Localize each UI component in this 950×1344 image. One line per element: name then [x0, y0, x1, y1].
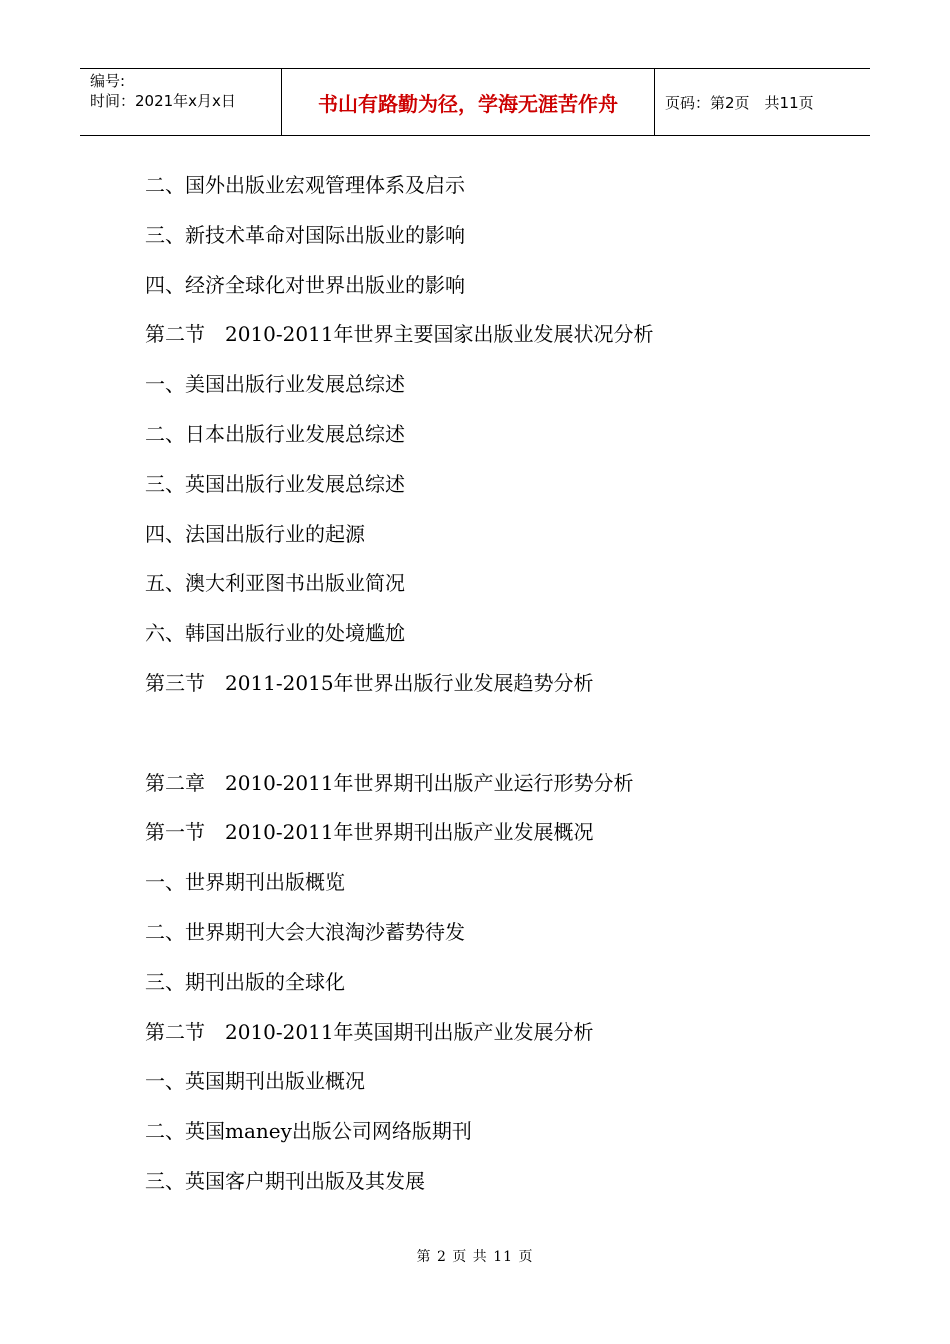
toc-item: 二、英国maney出版公司网络版期刊	[145, 1119, 472, 1144]
page-header	[80, 68, 870, 136]
document-date: 时间：2021年x月x日	[90, 92, 236, 110]
page-footer: 第 2 页 共 11 页	[416, 1249, 534, 1265]
toc-item: 三、英国出版行业发展总综述	[145, 471, 405, 496]
toc-item: 六、韩国出版行业的处境尴尬	[145, 621, 405, 646]
toc-item: 四、经济全球化对世界出版业的影响	[145, 272, 465, 297]
header-motto: 书山有路勤为径，学海无涯苦作舟	[282, 69, 655, 135]
header-page-info: 页码：第2页 共11页	[665, 93, 814, 112]
toc-item: 一、世界期刊出版概览	[145, 870, 345, 895]
document-number-label: 编号:	[90, 72, 126, 90]
toc-section: 第二节 2010-2011年英国期刊出版产业发展分析	[145, 1019, 594, 1044]
toc-item: 三、新技术革命对国际出版业的影响	[145, 222, 465, 247]
toc-spacer	[145, 713, 654, 763]
toc-item: 二、日本出版行业发展总综述	[145, 421, 405, 446]
toc-item: 三、期刊出版的全球化	[145, 969, 345, 994]
toc-item: 二、国外出版业宏观管理体系及启示	[145, 173, 465, 197]
table-of-contents	[145, 165, 654, 1211]
toc-section: 第三节 2011-2015年世界出版行业发展趋势分析	[145, 670, 594, 695]
header-meta	[80, 69, 282, 135]
toc-item: 一、英国期刊出版业概况	[145, 1069, 365, 1094]
toc-item: 五、澳大利亚图书出版业简况	[145, 571, 405, 596]
toc-item: 二、世界期刊大会大浪淘沙蓄势待发	[145, 919, 465, 944]
toc-item: 四、法国出版行业的起源	[145, 521, 365, 546]
toc-chapter: 第二章 2010-2011年世界期刊出版产业运行形势分析	[145, 770, 634, 795]
toc-section: 第二节 2010-2011年世界主要国家出版业发展状况分析	[145, 322, 654, 347]
toc-item: 一、美国出版行业发展总综述	[145, 372, 405, 397]
toc-section: 第一节 2010-2011年世界期刊出版产业发展概况	[145, 820, 594, 845]
toc-item: 三、英国客户期刊出版及其发展	[145, 1168, 425, 1193]
